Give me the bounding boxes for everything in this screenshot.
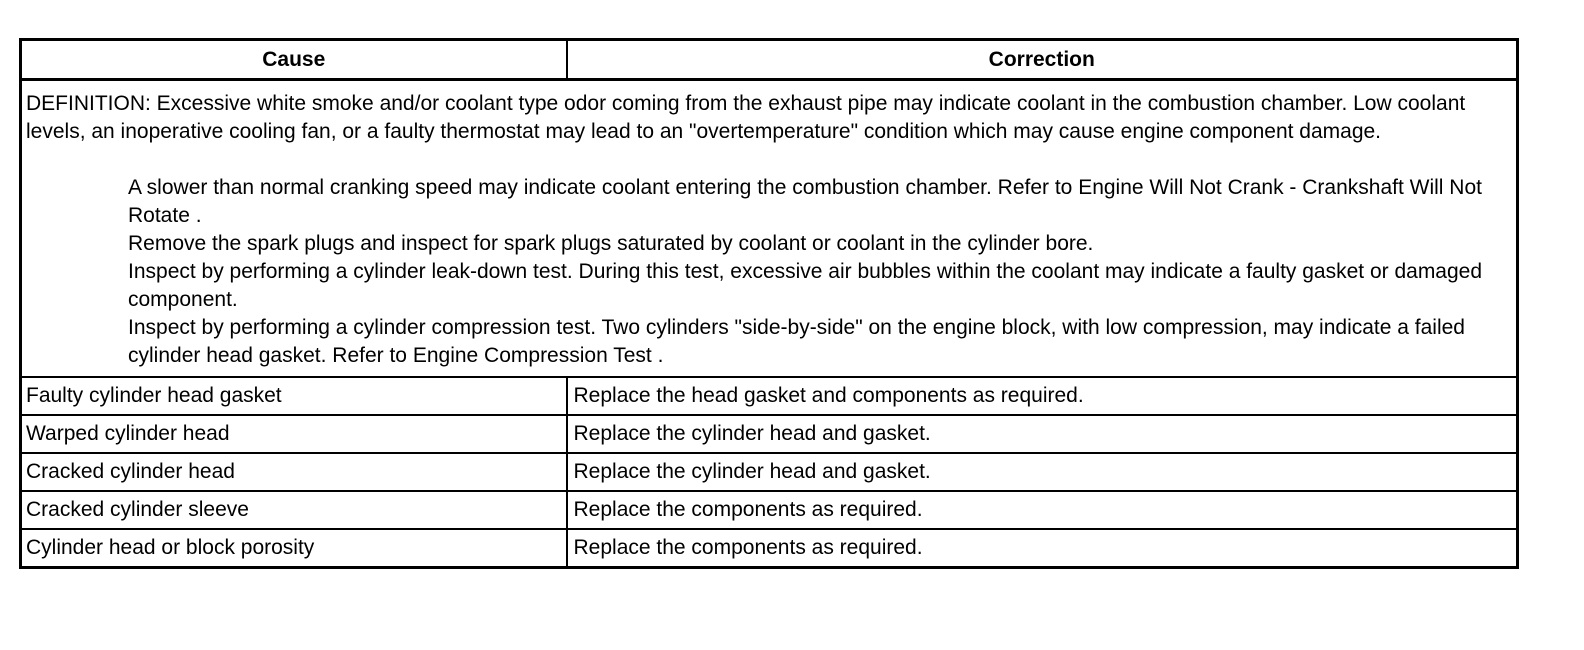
correction-cell: Replace the components as required. <box>567 491 1518 529</box>
header-cause: Cause <box>21 40 567 80</box>
header-row <box>21 40 1518 80</box>
table-row <box>21 453 1518 491</box>
correction-cell: Replace the components as required. <box>567 529 1518 568</box>
definition-row <box>21 80 1518 378</box>
correction-cell: Replace the cylinder head and gasket. <box>567 453 1518 491</box>
definition-text: DEFINITION: Excessive white smoke and/or coolant type odor coming from the exhaust pipe may indicate coolant in the combustion chamber. Low coolant levels, an inoperative cooling fan, or a faulty thermostat may lead to an "overtemperature" condition which may cause engine component damage. <box>26 92 1466 143</box>
header-correction: Correction <box>567 40 1518 80</box>
cause-cell: Cracked cylinder head <box>21 453 567 491</box>
step-item: Remove the spark plugs and inspect for spark plugs saturated by coolant or coolant in the cylinder bore. <box>128 232 1094 255</box>
table-row <box>21 415 1518 453</box>
table-row <box>21 491 1518 529</box>
diagnostic-table <box>19 38 1519 569</box>
table-row <box>21 529 1518 568</box>
diagnostic-steps <box>26 174 1512 370</box>
step-item: Inspect by performing a cylinder leak-down test. During this test, excessive air bubbles within the coolant may indicate a faulty gasket or damaged component. <box>128 260 1483 311</box>
step-item: A slower than normal cranking speed may indicate coolant entering the combustion chamber. Refer to Engine Will Not Crank - Crankshaft Will Not Rotate . <box>128 176 1482 227</box>
definition-cell <box>21 80 1518 378</box>
correction-cell: Replace the cylinder head and gasket. <box>567 415 1518 453</box>
correction-cell: Replace the head gasket and components as required. <box>567 377 1518 415</box>
cause-cell: Cylinder head or block porosity <box>21 529 567 568</box>
cause-cell: Warped cylinder head <box>21 415 567 453</box>
cause-cell: Cracked cylinder sleeve <box>21 491 567 529</box>
cause-cell: Faulty cylinder head gasket <box>21 377 567 415</box>
table-row <box>21 377 1518 415</box>
step-item: Inspect by performing a cylinder compression test. Two cylinders "side-by-side" on the engine block, with low compression, may indicate a failed cylinder head gasket. Refer to Engine Compression Test . <box>128 316 1465 367</box>
